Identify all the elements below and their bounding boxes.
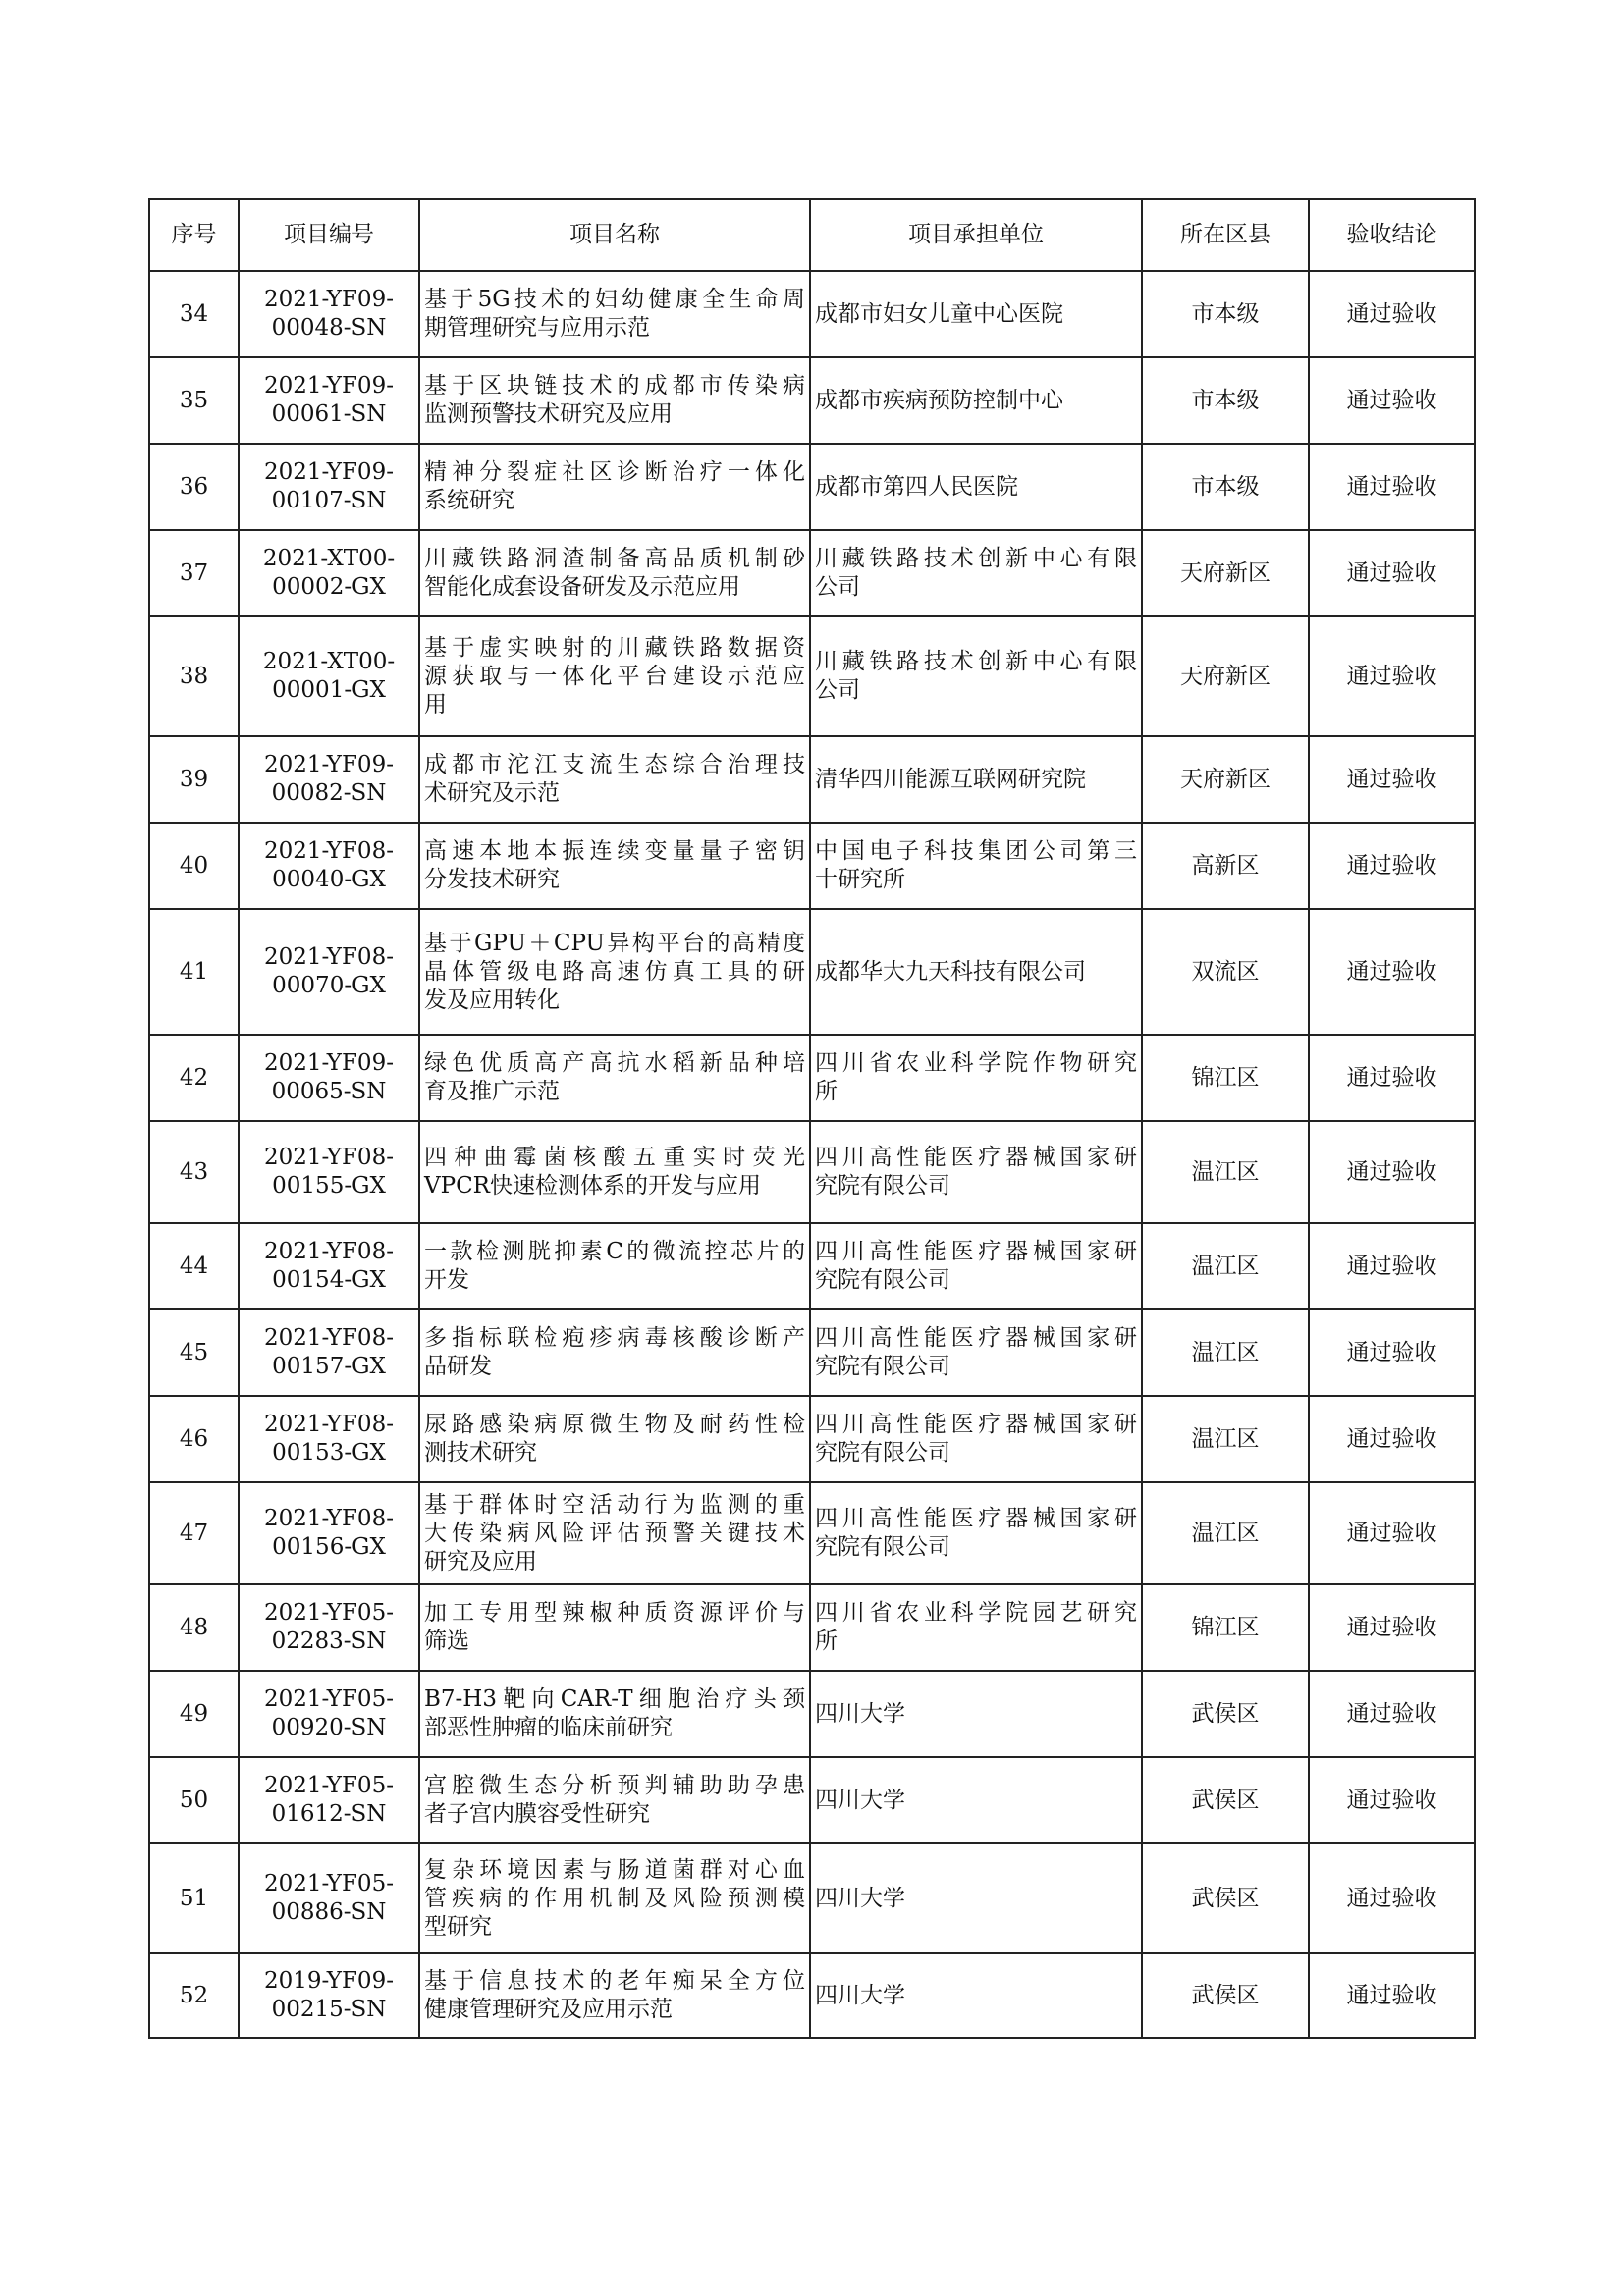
table-row bbox=[149, 616, 1475, 736]
cell-code-line: 00886-SN bbox=[271, 1899, 387, 1925]
cell-code bbox=[239, 616, 419, 736]
cell-name-line: 基于GPU＋CPU异构平台的高精度 bbox=[424, 930, 805, 956]
cell-name-line: 多指标联检疱疹病毒核酸诊断产 bbox=[424, 1325, 805, 1351]
cell-code bbox=[239, 1121, 419, 1223]
cell-code-line: 00157-GX bbox=[272, 1354, 386, 1379]
cell-code-line: 2021-YF09- bbox=[264, 373, 394, 399]
cell-result: 通过验收 bbox=[1309, 1953, 1475, 2038]
cell-name bbox=[419, 1757, 810, 1843]
cell-no: 44 bbox=[149, 1223, 239, 1309]
cell-name-line: 基于5G技术的妇幼健康全生命周 bbox=[424, 287, 805, 312]
cell-district: 天府新区 bbox=[1142, 530, 1309, 616]
cell-result: 通过验收 bbox=[1309, 1584, 1475, 1671]
table-row bbox=[149, 271, 1475, 357]
table-row bbox=[149, 909, 1475, 1035]
cell-code-line: 2021-YF05- bbox=[264, 1871, 394, 1896]
cell-district: 武侯区 bbox=[1142, 1757, 1309, 1843]
cell-code-line: 00001-GX bbox=[272, 677, 386, 703]
cell-code-line: 00070-GX bbox=[272, 973, 386, 998]
cell-name bbox=[419, 909, 810, 1035]
cell-no: 39 bbox=[149, 736, 239, 823]
cell-name-line: B7-H3靶向CAR-T细胞治疗头颈 bbox=[424, 1686, 805, 1712]
cell-district: 温江区 bbox=[1142, 1223, 1309, 1309]
cell-unit bbox=[810, 909, 1142, 1035]
cell-district: 武侯区 bbox=[1142, 1953, 1309, 2038]
cell-code bbox=[239, 1757, 419, 1843]
table-row bbox=[149, 1671, 1475, 1757]
cell-name-line: 开发 bbox=[424, 1267, 469, 1293]
table-row bbox=[149, 1035, 1475, 1121]
cell-district: 天府新区 bbox=[1142, 616, 1309, 736]
cell-unit-line: 四川大学 bbox=[815, 1885, 905, 1911]
cell-code-line: 00040-GX bbox=[272, 867, 386, 892]
table-row bbox=[149, 530, 1475, 616]
cell-name bbox=[419, 444, 810, 530]
acceptance-table bbox=[148, 198, 1476, 2039]
cell-name-line: 监测预警技术研究及应用 bbox=[424, 401, 673, 427]
cell-name bbox=[419, 823, 810, 909]
cell-district: 温江区 bbox=[1142, 1396, 1309, 1482]
cell-code-line: 00048-SN bbox=[271, 315, 387, 341]
cell-unit-line: 四川大学 bbox=[815, 1787, 905, 1813]
cell-unit bbox=[810, 1121, 1142, 1223]
cell-code-line: 2021-YF08- bbox=[264, 944, 394, 970]
cell-name-line: 精神分裂症社区诊断治疗一体化 bbox=[424, 459, 805, 485]
cell-name-line: 研究及应用 bbox=[424, 1548, 537, 1575]
cell-unit-line: 四川高性能医疗器械国家研 bbox=[815, 1412, 1137, 1437]
cell-name bbox=[419, 1843, 810, 1953]
cell-unit-line: 四川高性能医疗器械国家研 bbox=[815, 1325, 1137, 1351]
cell-code bbox=[239, 444, 419, 530]
cell-result: 通过验收 bbox=[1309, 1309, 1475, 1396]
cell-code bbox=[239, 823, 419, 909]
cell-unit bbox=[810, 444, 1142, 530]
cell-no: 38 bbox=[149, 616, 239, 736]
cell-no: 45 bbox=[149, 1309, 239, 1396]
cell-name-line: 测技术研究 bbox=[424, 1440, 537, 1466]
cell-unit-line: 四川省农业科学院园艺研究 bbox=[815, 1600, 1137, 1626]
table-row bbox=[149, 444, 1475, 530]
cell-code bbox=[239, 530, 419, 616]
cell-no: 50 bbox=[149, 1757, 239, 1843]
cell-unit bbox=[810, 1309, 1142, 1396]
cell-code-line: 2021-YF08- bbox=[264, 1412, 394, 1437]
cell-code bbox=[239, 1309, 419, 1396]
cell-name-line: 智能化成套设备研发及示范应用 bbox=[424, 574, 740, 600]
cell-unit-line: 究院有限公司 bbox=[815, 1354, 950, 1379]
cell-name-line: 筛选 bbox=[424, 1629, 469, 1654]
cell-name bbox=[419, 1223, 810, 1309]
cell-unit-line: 究院有限公司 bbox=[815, 1534, 950, 1560]
cell-no: 48 bbox=[149, 1584, 239, 1671]
cell-code-line: 00107-SN bbox=[271, 488, 387, 513]
cell-name bbox=[419, 1671, 810, 1757]
cell-name-line: 复杂环境因素与肠道菌群对心血 bbox=[424, 1856, 805, 1883]
table-row bbox=[149, 1223, 1475, 1309]
cell-unit-line: 成都市妇女儿童中心医院 bbox=[815, 300, 1063, 327]
cell-unit bbox=[810, 1396, 1142, 1482]
cell-code-line: 2021-YF09- bbox=[264, 752, 394, 777]
header-unit: 项目承担单位 bbox=[810, 199, 1142, 271]
cell-code bbox=[239, 736, 419, 823]
cell-code bbox=[239, 1843, 419, 1953]
cell-district: 温江区 bbox=[1142, 1482, 1309, 1584]
cell-no: 37 bbox=[149, 530, 239, 616]
cell-result: 通过验收 bbox=[1309, 1757, 1475, 1843]
cell-no: 47 bbox=[149, 1482, 239, 1584]
cell-code-line: 00065-SN bbox=[271, 1079, 387, 1104]
cell-code-line: 00061-SN bbox=[271, 401, 387, 427]
cell-code bbox=[239, 1584, 419, 1671]
cell-code-line: 00155-GX bbox=[272, 1173, 386, 1199]
cell-unit-line: 成都市疾病预防控制中心 bbox=[815, 387, 1063, 413]
cell-unit-line: 所 bbox=[815, 1629, 838, 1654]
cell-result: 通过验收 bbox=[1309, 530, 1475, 616]
cell-name bbox=[419, 1482, 810, 1584]
cell-unit-line: 究院有限公司 bbox=[815, 1440, 950, 1466]
cell-unit-line: 中国电子科技集团公司第三 bbox=[815, 838, 1137, 864]
cell-name bbox=[419, 616, 810, 736]
cell-unit-line: 四川大学 bbox=[815, 1700, 905, 1727]
cell-unit bbox=[810, 271, 1142, 357]
cell-unit-line: 成都市第四人民医院 bbox=[815, 473, 1018, 500]
cell-unit bbox=[810, 357, 1142, 444]
cell-code-line: 2019-YF09- bbox=[264, 1968, 394, 1994]
cell-code bbox=[239, 1482, 419, 1584]
cell-name-line: 川藏铁路洞渣制备高品质机制砂 bbox=[424, 546, 805, 571]
cell-no: 46 bbox=[149, 1396, 239, 1482]
cell-result: 通过验收 bbox=[1309, 1223, 1475, 1309]
cell-code-line: 00002-GX bbox=[272, 574, 386, 600]
cell-name-line: 晶体管级电路高速仿真工具的研 bbox=[424, 958, 805, 985]
header-name: 项目名称 bbox=[419, 199, 810, 271]
cell-code-line: 00215-SN bbox=[271, 1997, 387, 2022]
cell-result: 通过验收 bbox=[1309, 616, 1475, 736]
cell-name-line: 育及推广示范 bbox=[424, 1079, 560, 1104]
cell-unit-line: 公司 bbox=[815, 574, 860, 600]
cell-name bbox=[419, 530, 810, 616]
cell-district: 双流区 bbox=[1142, 909, 1309, 1035]
cell-unit bbox=[810, 530, 1142, 616]
cell-unit-line: 四川高性能医疗器械国家研 bbox=[815, 1239, 1137, 1264]
cell-district: 温江区 bbox=[1142, 1309, 1309, 1396]
cell-name bbox=[419, 1953, 810, 2038]
cell-name-line: 高速本地本振连续变量量子密钥 bbox=[424, 838, 805, 864]
header-result: 验收结论 bbox=[1309, 199, 1475, 271]
cell-name-line: 源获取与一体化平台建设示范应 bbox=[424, 663, 805, 689]
cell-name bbox=[419, 1035, 810, 1121]
cell-name-line: VPCR快速检测体系的开发与应用 bbox=[424, 1173, 762, 1199]
cell-result: 通过验收 bbox=[1309, 1843, 1475, 1953]
table-row bbox=[149, 1482, 1475, 1584]
cell-unit-line: 公司 bbox=[815, 677, 860, 703]
cell-name-line: 用 bbox=[424, 691, 447, 718]
cell-unit bbox=[810, 1953, 1142, 2038]
cell-no: 35 bbox=[149, 357, 239, 444]
cell-no: 43 bbox=[149, 1121, 239, 1223]
cell-unit-line: 所 bbox=[815, 1079, 838, 1104]
cell-result: 通过验收 bbox=[1309, 823, 1475, 909]
cell-name-line: 基于虚实映射的川藏铁路数据资 bbox=[424, 634, 805, 661]
cell-district: 武侯区 bbox=[1142, 1843, 1309, 1953]
cell-result: 通过验收 bbox=[1309, 1035, 1475, 1121]
cell-code-line: 02283-SN bbox=[271, 1629, 387, 1654]
cell-name-line: 部恶性肿瘤的临床前研究 bbox=[424, 1715, 673, 1740]
cell-name bbox=[419, 1121, 810, 1223]
cell-unit bbox=[810, 1584, 1142, 1671]
cell-code-line: 2021-YF09- bbox=[264, 459, 394, 485]
cell-unit bbox=[810, 823, 1142, 909]
cell-no: 51 bbox=[149, 1843, 239, 1953]
cell-name-line: 成都市沱江支流生态综合治理技 bbox=[424, 752, 805, 777]
cell-district: 市本级 bbox=[1142, 271, 1309, 357]
cell-district: 锦江区 bbox=[1142, 1584, 1309, 1671]
cell-unit-line: 川藏铁路技术创新中心有限 bbox=[815, 546, 1137, 571]
cell-name-line: 大传染病风险评估预警关键技术 bbox=[424, 1520, 805, 1546]
cell-unit-line: 十研究所 bbox=[815, 867, 905, 892]
cell-unit bbox=[810, 1843, 1142, 1953]
cell-district: 天府新区 bbox=[1142, 736, 1309, 823]
table-row bbox=[149, 823, 1475, 909]
cell-result: 通过验收 bbox=[1309, 736, 1475, 823]
cell-district: 温江区 bbox=[1142, 1121, 1309, 1223]
cell-name-line: 四种曲霉菌核酸五重实时荧光 bbox=[424, 1145, 805, 1170]
table-row bbox=[149, 1396, 1475, 1482]
table-row bbox=[149, 1843, 1475, 1953]
cell-result: 通过验收 bbox=[1309, 1671, 1475, 1757]
cell-unit-line: 四川高性能医疗器械国家研 bbox=[815, 1506, 1137, 1531]
cell-unit bbox=[810, 1757, 1142, 1843]
cell-name bbox=[419, 1396, 810, 1482]
cell-code-line: 2021-YF08- bbox=[264, 1506, 394, 1531]
cell-unit-line: 川藏铁路技术创新中心有限 bbox=[815, 649, 1137, 674]
cell-result: 通过验收 bbox=[1309, 1482, 1475, 1584]
cell-no: 49 bbox=[149, 1671, 239, 1757]
cell-no: 52 bbox=[149, 1953, 239, 2038]
cell-unit bbox=[810, 1035, 1142, 1121]
cell-name-line: 型研究 bbox=[424, 1913, 492, 1940]
cell-unit-line: 究院有限公司 bbox=[815, 1173, 950, 1199]
cell-code-line: 2021-YF08- bbox=[264, 1325, 394, 1351]
cell-code-line: 01612-SN bbox=[271, 1801, 387, 1827]
cell-code-line: 2021-YF08- bbox=[264, 1239, 394, 1264]
header-no: 序号 bbox=[149, 199, 239, 271]
table-row bbox=[149, 1309, 1475, 1396]
cell-district: 市本级 bbox=[1142, 357, 1309, 444]
cell-result: 通过验收 bbox=[1309, 1396, 1475, 1482]
cell-code bbox=[239, 1671, 419, 1757]
table-row bbox=[149, 1584, 1475, 1671]
cell-code-line: 00920-SN bbox=[271, 1715, 387, 1740]
cell-unit bbox=[810, 1482, 1142, 1584]
header-district: 所在区县 bbox=[1142, 199, 1309, 271]
cell-unit-line: 究院有限公司 bbox=[815, 1267, 950, 1293]
cell-name-line: 系统研究 bbox=[424, 488, 514, 513]
table-row bbox=[149, 1757, 1475, 1843]
cell-code-line: 2021-YF09- bbox=[264, 287, 394, 312]
cell-code bbox=[239, 357, 419, 444]
cell-code bbox=[239, 271, 419, 357]
cell-code bbox=[239, 1035, 419, 1121]
cell-code bbox=[239, 1396, 419, 1482]
cell-name-line: 尿路感染病原微生物及耐药性检 bbox=[424, 1412, 805, 1437]
cell-name-line: 者子宫内膜容受性研究 bbox=[424, 1801, 650, 1827]
table-row bbox=[149, 736, 1475, 823]
cell-code-line: 2021-YF05- bbox=[264, 1600, 394, 1626]
table-row bbox=[149, 357, 1475, 444]
cell-result: 通过验收 bbox=[1309, 444, 1475, 530]
cell-name-line: 术研究及示范 bbox=[424, 780, 560, 806]
cell-name-line: 基于信息技术的老年痴呆全方位 bbox=[424, 1968, 805, 1994]
cell-code-line: 00153-GX bbox=[272, 1440, 386, 1466]
cell-code-line: 2021-YF09- bbox=[264, 1050, 394, 1076]
cell-name bbox=[419, 357, 810, 444]
cell-name bbox=[419, 736, 810, 823]
cell-code-line: 00156-GX bbox=[272, 1534, 386, 1560]
cell-code-line: 2021-YF05- bbox=[264, 1773, 394, 1798]
cell-name bbox=[419, 1309, 810, 1396]
cell-code bbox=[239, 909, 419, 1035]
cell-no: 41 bbox=[149, 909, 239, 1035]
cell-name-line: 期管理研究与应用示范 bbox=[424, 315, 650, 341]
header-code: 项目编号 bbox=[239, 199, 419, 271]
cell-name-line: 绿色优质高产高抗水稻新品种培 bbox=[424, 1050, 805, 1076]
cell-unit-line: 四川大学 bbox=[815, 1982, 905, 2008]
cell-code-line: 2021-XT00- bbox=[262, 649, 396, 674]
cell-code-line: 2021-XT00- bbox=[262, 546, 396, 571]
cell-no: 40 bbox=[149, 823, 239, 909]
cell-district: 市本级 bbox=[1142, 444, 1309, 530]
cell-name-line: 宫腔微生态分析预判辅助助孕患 bbox=[424, 1773, 805, 1798]
cell-name bbox=[419, 1584, 810, 1671]
cell-name-line: 加工专用型辣椒种质资源评价与 bbox=[424, 1600, 805, 1626]
cell-unit bbox=[810, 616, 1142, 736]
cell-unit bbox=[810, 736, 1142, 823]
cell-unit bbox=[810, 1223, 1142, 1309]
cell-unit-line: 四川高性能医疗器械国家研 bbox=[815, 1145, 1137, 1170]
cell-code bbox=[239, 1223, 419, 1309]
cell-no: 42 bbox=[149, 1035, 239, 1121]
cell-name-line: 健康管理研究及应用示范 bbox=[424, 1997, 673, 2022]
cell-name-line: 分发技术研究 bbox=[424, 867, 560, 892]
cell-name-line: 一款检测胱抑素C的微流控芯片的 bbox=[424, 1239, 805, 1264]
cell-name-line: 基于区块链技术的成都市传染病 bbox=[424, 373, 805, 399]
cell-result: 通过验收 bbox=[1309, 271, 1475, 357]
cell-name-line: 发及应用转化 bbox=[424, 987, 560, 1013]
cell-name-line: 基于群体时空活动行为监测的重 bbox=[424, 1491, 805, 1518]
cell-name-line: 品研发 bbox=[424, 1354, 492, 1379]
cell-district: 高新区 bbox=[1142, 823, 1309, 909]
cell-unit-line: 清华四川能源互联网研究院 bbox=[815, 766, 1086, 792]
cell-no: 36 bbox=[149, 444, 239, 530]
cell-code-line: 2021-YF05- bbox=[264, 1686, 394, 1712]
cell-no: 34 bbox=[149, 271, 239, 357]
cell-code-line: 00154-GX bbox=[272, 1267, 386, 1293]
cell-name bbox=[419, 271, 810, 357]
cell-code-line: 2021-YF08- bbox=[264, 1145, 394, 1170]
cell-result: 通过验收 bbox=[1309, 909, 1475, 1035]
cell-result: 通过验收 bbox=[1309, 357, 1475, 444]
cell-name-line: 管疾病的作用机制及风险预测模 bbox=[424, 1885, 805, 1911]
cell-unit bbox=[810, 1671, 1142, 1757]
table-row bbox=[149, 1953, 1475, 2038]
cell-unit-line: 四川省农业科学院作物研究 bbox=[815, 1050, 1137, 1076]
cell-code bbox=[239, 1953, 419, 2038]
table-header-row bbox=[149, 199, 1475, 271]
table-row bbox=[149, 1121, 1475, 1223]
cell-district: 锦江区 bbox=[1142, 1035, 1309, 1121]
cell-district: 武侯区 bbox=[1142, 1671, 1309, 1757]
cell-code-line: 00082-SN bbox=[271, 780, 387, 806]
cell-code-line: 2021-YF08- bbox=[264, 838, 394, 864]
cell-result: 通过验收 bbox=[1309, 1121, 1475, 1223]
cell-unit-line: 成都华大九天科技有限公司 bbox=[815, 958, 1086, 985]
